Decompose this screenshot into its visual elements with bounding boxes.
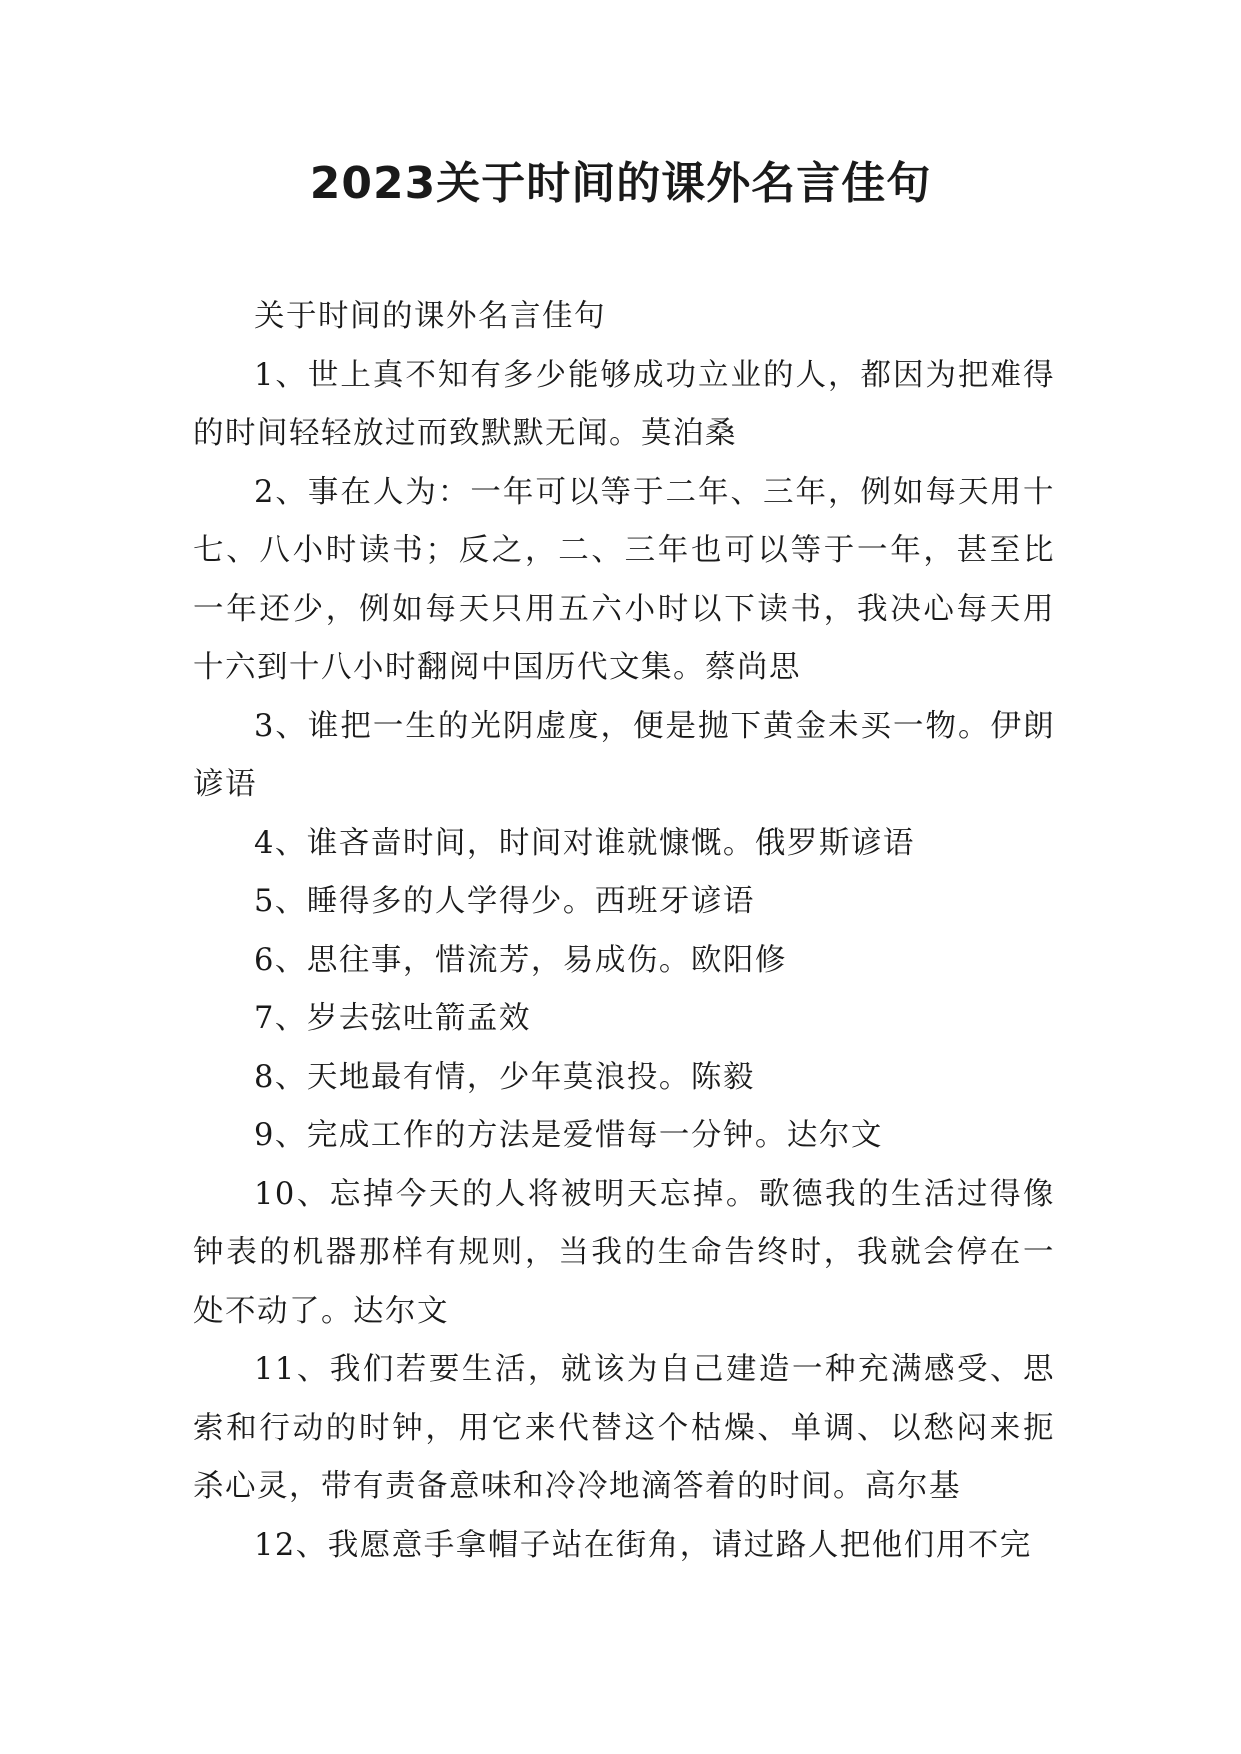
quote-item-12: 12、我愿意手拿帽子站在街角，请过路人把他们用不完 xyxy=(254,1527,1032,1563)
document-title: 2023关于时间的课外名言佳句 xyxy=(309,158,932,209)
quote-item-11: 11、我们若要生活，就该为自己建造一种充满感受、思索和行动的时钟，用它来代替这个枯燥、单调、以愁闷来扼杀心灵，带有责备意味和冷冷地滴答着的时间。高尔基 xyxy=(193,1352,1055,1504)
document-body xyxy=(193,288,1055,1575)
quote-item-6: 6、思往事，惜流芳，易成伤。欧阳修 xyxy=(254,942,787,978)
quote-item-9: 9、完成工作的方法是爱惜每一分钟。达尔文 xyxy=(254,1118,883,1153)
quote-item-4: 4、谁吝啬时间，时间对谁就慷慨。俄罗斯谚语 xyxy=(254,825,915,861)
quote-item-5: 5、睡得多的人学得少。西班牙谚语 xyxy=(254,884,755,919)
quote-item-1: 1、世上真不知有多少能够成功立业的人，都因为把难得的时间轻轻放过而致默默无闻。莫泊桑 xyxy=(193,357,1055,451)
quote-item-3: 3、谁把一生的光阴虚度，便是抛下黄金未买一物。伊朗谚语 xyxy=(193,708,1055,802)
paragraph-intro: 关于时间的课外名言佳句 xyxy=(254,299,606,334)
quote-item-10: 10、忘掉今天的人将被明天忘掉。歌德我的生活过得像钟表的机器那样有规则，当我的生命告终时，我就会停在一处不动了。达尔文 xyxy=(193,1176,1055,1329)
quote-item-8: 8、天地最有情，少年莫浪投。陈毅 xyxy=(254,1059,755,1095)
quote-item-7: 7、岁去弦吐箭孟效 xyxy=(254,1001,531,1036)
quote-item-2: 2、事在人为：一年可以等于二年、三年，例如每天用十七、八小时读书；反之，二、三年也可以等于一年，甚至比一年还少，例如每天只用五六小时以下读书，我决心每天用十六到十八小时翻阅中国历代文集。蔡尚思 xyxy=(193,474,1055,685)
